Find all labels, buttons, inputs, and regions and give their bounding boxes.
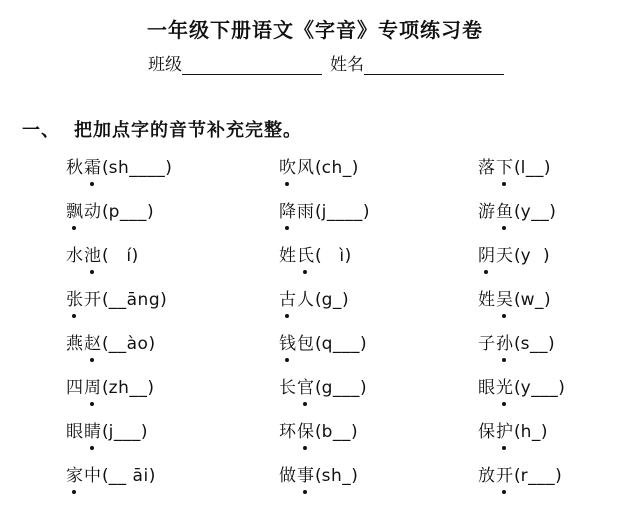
item-word: 子孙 xyxy=(478,334,514,354)
item-word: 眼睛 xyxy=(66,422,102,442)
exercise-item[interactable] xyxy=(478,420,548,444)
exercise-item[interactable] xyxy=(66,332,155,356)
open-paren: ( xyxy=(102,246,109,266)
open-paren: ( xyxy=(102,290,109,310)
item-word: 做事 xyxy=(279,466,315,486)
exercise-item[interactable] xyxy=(66,464,155,488)
exercise-row xyxy=(0,244,630,288)
exercise-item[interactable] xyxy=(478,332,555,356)
exercise-item[interactable] xyxy=(478,156,551,180)
pinyin-blank[interactable]: j____ xyxy=(321,202,363,222)
open-paren: ( xyxy=(514,158,521,178)
pinyin-blank[interactable]: g_ xyxy=(321,290,342,310)
emphasis-dot xyxy=(285,182,289,186)
pinyin-blank[interactable]: ì xyxy=(321,246,345,266)
item-word: 水池 xyxy=(66,246,102,266)
item-word: 游鱼 xyxy=(478,202,514,222)
exercise-item[interactable] xyxy=(279,464,358,488)
exercise-item[interactable] xyxy=(66,244,138,268)
item-word: 环保 xyxy=(279,422,315,442)
item-word: 保护 xyxy=(478,422,514,442)
item-word: 落下 xyxy=(478,158,514,178)
exercise-grid xyxy=(0,156,630,508)
exercise-item[interactable] xyxy=(66,156,172,180)
item-word: 眼光 xyxy=(478,378,514,398)
open-paren: ( xyxy=(315,422,322,442)
student-info-row xyxy=(148,50,504,75)
open-paren: ( xyxy=(102,334,109,354)
pinyin-blank[interactable]: sh_ xyxy=(321,466,352,486)
open-paren: ( xyxy=(315,202,322,222)
close-paren: ) xyxy=(549,202,556,222)
close-paren: ) xyxy=(359,334,367,354)
class-label: 班级 xyxy=(148,55,182,75)
exercise-row xyxy=(0,332,630,376)
exercise-item[interactable] xyxy=(279,200,370,224)
emphasis-dot xyxy=(285,358,289,362)
exercise-row xyxy=(0,376,630,420)
open-paren: ( xyxy=(102,466,109,486)
pinyin-blank[interactable]: __ āi xyxy=(108,466,149,486)
emphasis-dot xyxy=(90,270,94,274)
exercise-item[interactable] xyxy=(478,200,556,224)
close-paren: ) xyxy=(543,158,551,178)
emphasis-dot xyxy=(285,314,289,318)
item-word: 家中 xyxy=(66,466,102,486)
exercise-item[interactable] xyxy=(279,156,358,180)
pinyin-blank[interactable]: g___ xyxy=(321,378,360,398)
open-paren: ( xyxy=(514,334,521,354)
exercise-item[interactable] xyxy=(66,420,148,444)
section-heading xyxy=(22,116,302,142)
exercise-row xyxy=(0,420,630,464)
pinyin-blank[interactable]: y__ xyxy=(520,202,550,222)
pinyin-blank[interactable]: sh____ xyxy=(108,158,166,178)
close-paren: ) xyxy=(341,290,349,310)
close-paren: ) xyxy=(362,202,370,222)
close-paren: ) xyxy=(351,466,358,486)
close-paren: ) xyxy=(548,334,555,354)
emphasis-dot xyxy=(285,226,289,230)
open-paren: ( xyxy=(102,158,109,178)
close-paren: ) xyxy=(359,378,367,398)
emphasis-dot xyxy=(72,314,76,318)
exercise-item[interactable] xyxy=(279,420,358,444)
exercise-item[interactable] xyxy=(279,376,367,400)
item-word: 姓吴 xyxy=(478,290,514,310)
close-paren: ) xyxy=(558,378,565,398)
exercise-item[interactable] xyxy=(66,376,154,400)
name-label: 姓名 xyxy=(330,55,364,75)
emphasis-dot xyxy=(303,446,307,450)
emphasis-dot xyxy=(502,490,506,494)
close-paren: ) xyxy=(165,158,172,178)
open-paren: ( xyxy=(102,422,109,442)
section-number: 一、 xyxy=(22,120,60,141)
emphasis-dot xyxy=(72,226,76,230)
pinyin-blank[interactable]: zh__ xyxy=(108,378,148,398)
exercise-item[interactable] xyxy=(478,464,562,488)
open-paren: ( xyxy=(102,202,109,222)
emphasis-dot xyxy=(502,358,506,362)
emphasis-dot xyxy=(90,358,94,362)
exercise-item[interactable] xyxy=(478,376,565,400)
exercise-item[interactable] xyxy=(478,244,550,268)
pinyin-blank[interactable]: l__ xyxy=(520,158,544,178)
exercise-row xyxy=(0,156,630,200)
pinyin-blank[interactable]: q___ xyxy=(321,334,360,354)
pinyin-blank[interactable]: r___ xyxy=(520,466,556,486)
open-paren: ( xyxy=(514,466,521,486)
name-blank[interactable] xyxy=(364,54,504,75)
exercise-item[interactable] xyxy=(478,288,551,312)
exercise-item[interactable] xyxy=(279,244,351,268)
emphasis-dot xyxy=(502,314,506,318)
open-paren: ( xyxy=(315,158,322,178)
item-word: 长官 xyxy=(279,378,315,398)
close-paren: ) xyxy=(148,334,156,354)
exercise-item[interactable] xyxy=(279,332,367,356)
exercise-row xyxy=(0,200,630,244)
pinyin-blank[interactable]: s__ xyxy=(520,334,548,354)
close-paren: ) xyxy=(350,422,358,442)
exercise-row xyxy=(0,464,630,508)
emphasis-dot xyxy=(90,402,94,406)
pinyin-blank[interactable]: b__ xyxy=(321,422,351,442)
class-blank[interactable] xyxy=(182,54,322,75)
pinyin-blank[interactable]: h_ xyxy=(520,422,541,442)
close-paren: ) xyxy=(140,422,148,442)
page-title: 一年级下册语文《字音》专项练习卷 xyxy=(147,18,483,42)
pinyin-blank[interactable]: p___ xyxy=(108,202,147,222)
emphasis-dot xyxy=(72,490,76,494)
item-word: 阴天 xyxy=(478,246,514,266)
item-word: 古人 xyxy=(279,290,315,310)
exercise-item[interactable] xyxy=(66,288,167,312)
open-paren: ( xyxy=(315,246,322,266)
close-paren: ) xyxy=(148,466,156,486)
item-word: 姓氏 xyxy=(279,246,315,266)
pinyin-blank[interactable]: __ào xyxy=(108,334,149,354)
exercise-item[interactable] xyxy=(279,288,349,312)
exercise-row xyxy=(0,288,630,332)
pinyin-blank[interactable]: y___ xyxy=(520,378,559,398)
item-word: 吹风 xyxy=(279,158,315,178)
close-paren: ) xyxy=(344,246,352,266)
close-paren: ) xyxy=(543,246,550,266)
item-word: 四周 xyxy=(66,378,102,398)
item-word: 钱包 xyxy=(279,334,315,354)
close-paren: ) xyxy=(131,246,139,266)
open-paren: ( xyxy=(315,334,322,354)
close-paren: ) xyxy=(544,290,551,310)
pinyin-blank[interactable]: j___ xyxy=(108,422,141,442)
pinyin-blank[interactable]: y xyxy=(520,246,544,266)
open-paren: ( xyxy=(514,246,521,266)
emphasis-dot xyxy=(502,402,506,406)
emphasis-dot xyxy=(303,490,307,494)
close-paren: ) xyxy=(351,158,359,178)
pinyin-blank[interactable]: ch_ xyxy=(321,158,352,178)
open-paren: ( xyxy=(514,202,521,222)
close-paren: ) xyxy=(540,422,548,442)
pinyin-blank[interactable]: í xyxy=(108,246,132,266)
emphasis-dot xyxy=(484,270,488,274)
exercise-item[interactable] xyxy=(66,200,154,224)
open-paren: ( xyxy=(315,466,322,486)
pinyin-blank[interactable]: __āng xyxy=(108,290,161,310)
pinyin-blank[interactable]: w_ xyxy=(520,290,545,310)
emphasis-dot xyxy=(90,182,94,186)
item-word: 降雨 xyxy=(279,202,315,222)
open-paren: ( xyxy=(514,378,521,398)
item-word: 燕赵 xyxy=(66,334,102,354)
close-paren: ) xyxy=(555,466,562,486)
emphasis-dot xyxy=(502,446,506,450)
emphasis-dot xyxy=(303,270,307,274)
item-word: 张开 xyxy=(66,290,102,310)
item-word: 飘动 xyxy=(66,202,102,222)
close-paren: ) xyxy=(160,290,167,310)
section-instruction: 把加点字的音节补充完整。 xyxy=(74,120,302,141)
emphasis-dot xyxy=(502,226,506,230)
open-paren: ( xyxy=(514,422,521,442)
open-paren: ( xyxy=(315,290,322,310)
emphasis-dot xyxy=(90,446,94,450)
close-paren: ) xyxy=(146,202,154,222)
open-paren: ( xyxy=(514,290,521,310)
open-paren: ( xyxy=(315,378,322,398)
close-paren: ) xyxy=(147,378,154,398)
item-word: 放开 xyxy=(478,466,514,486)
emphasis-dot xyxy=(303,402,307,406)
emphasis-dot xyxy=(502,182,506,186)
open-paren: ( xyxy=(102,378,109,398)
item-word: 秋霜 xyxy=(66,158,102,178)
